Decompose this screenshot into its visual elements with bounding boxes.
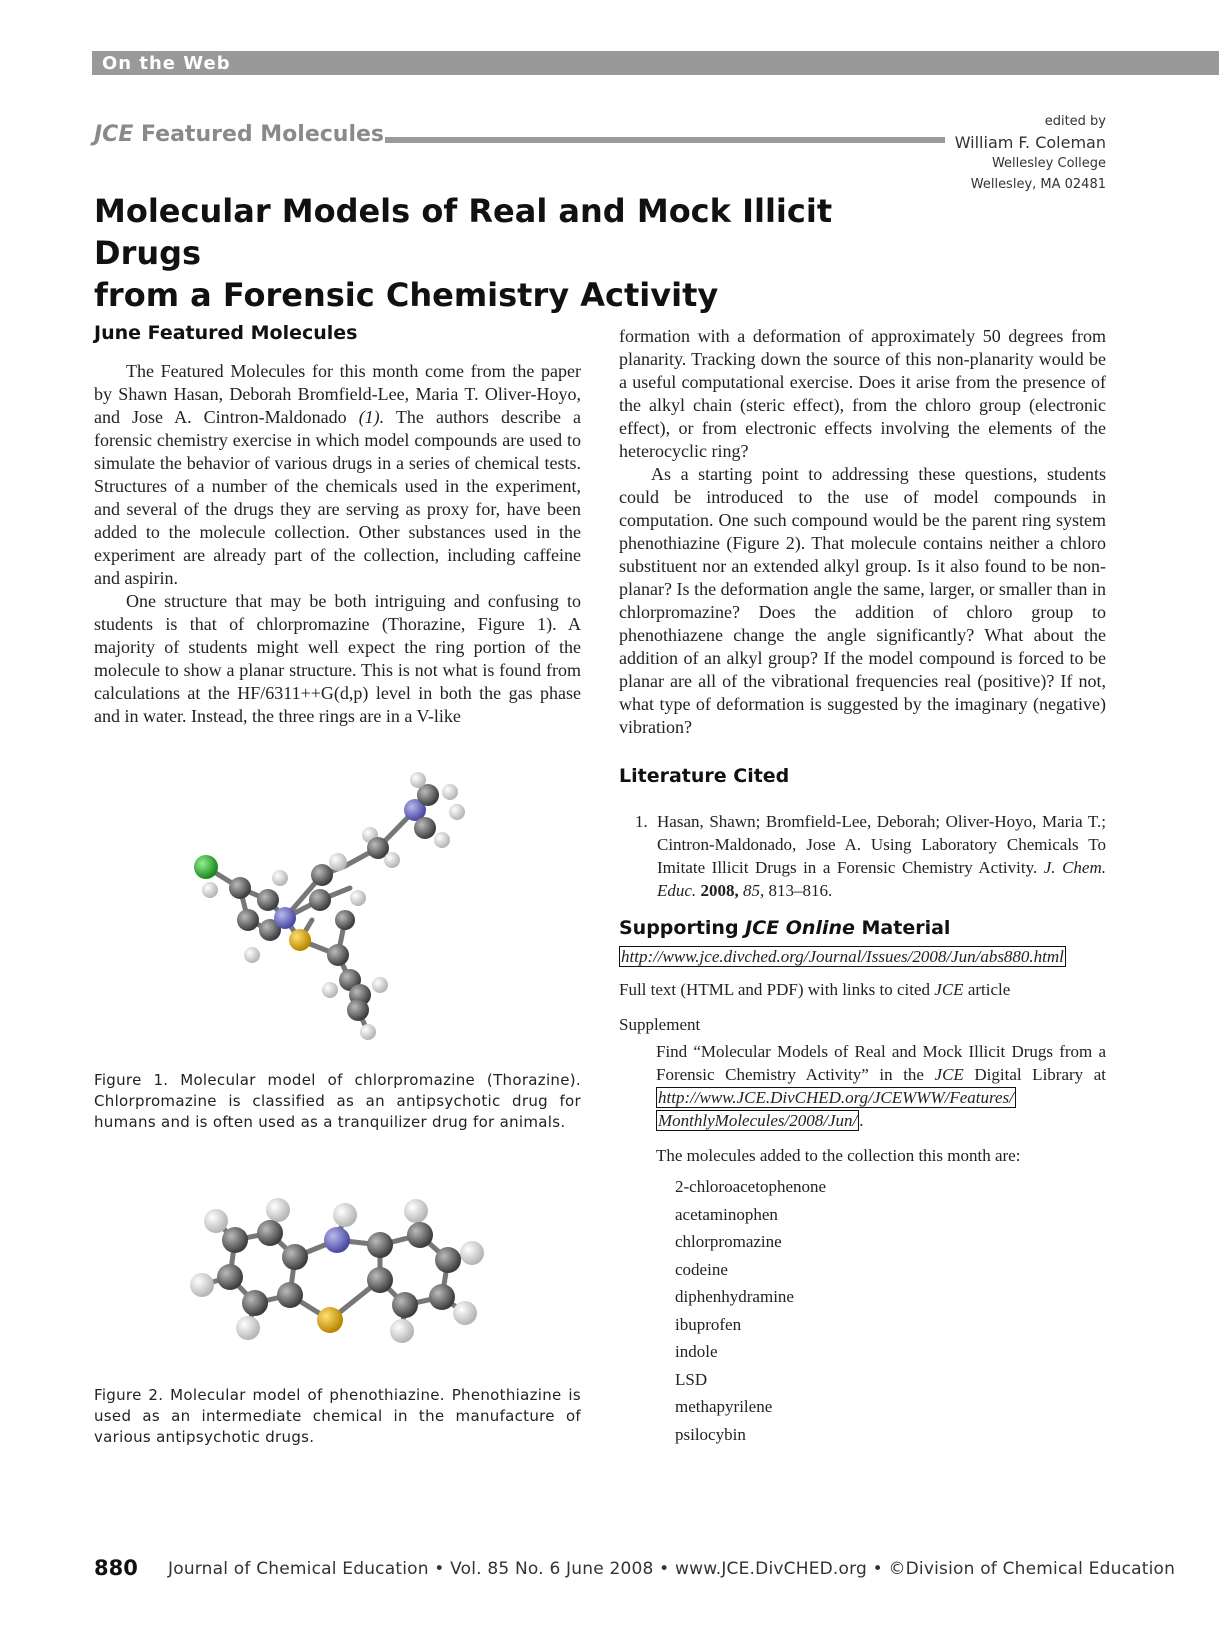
supplement-find	[656, 1040, 1106, 1132]
fulltext-a: Full text (HTML and PDF) with links to cited	[619, 980, 935, 999]
figure-2-molecule	[180, 1185, 510, 1365]
list-item: diphenhydramine	[675, 1287, 794, 1306]
reference-1	[657, 810, 1106, 902]
reference-year: 2008,	[696, 881, 739, 900]
paragraph-chlorpromazine: One structure that may be both intriguing and confusing to students is that of chlorpromazine (Thorazine, Figure 1). A majority of students might well expect the ring portion of the molecule to show a planar structure. This is not what is found from calculations at the HF/6311++G(d,p) level in both the gas phase and in water. Instead, the three rings are in a V-like	[94, 591, 581, 726]
supporting-heading-a: Supporting	[619, 917, 746, 939]
list-item: acetaminophen	[675, 1204, 778, 1224]
list-item: chlorpromazine	[675, 1232, 782, 1251]
journal-info: Journal of Chemical Education • Vol. 85 No. 6 June 2008 • www.JCE.DivCHED.org • ©Division of Chemical Education	[168, 1559, 1176, 1579]
intro-text-a: The Featured Molecules for this month come from the paper by Shawn Hasan, Deborah Bromfield-Lee, Maria T. Oliver-Hoyo, and Jose A. Cintron-Maldonado	[94, 361, 581, 427]
paragraph-intro	[94, 360, 581, 590]
reference-volume: 85,	[738, 881, 765, 900]
fulltext-b: article	[963, 980, 1011, 999]
abstract-link[interactable]: http://www.jce.divched.org/Journal/Issues/2008/Jun/abs880.html	[621, 947, 1064, 966]
fulltext-italic: JCE	[934, 980, 964, 999]
section-heading-june: June Featured Molecules	[94, 322, 358, 344]
figure-2-caption: Figure 2. Molecular model of phenothiazine. Phenothiazine is used as an intermediate chemical in the manufacture of various antipsychotic drugs.	[94, 1386, 581, 1446]
literature-heading: Literature Cited	[619, 765, 790, 787]
digital-library-link-a[interactable]: http://www.JCE.DivCHED.org/JCEWWW/Features/	[658, 1088, 1014, 1107]
column-heading-rest: Featured Molecules	[133, 122, 385, 147]
column-heading-italic: JCE	[94, 122, 134, 147]
intro-text-b: The authors describe a forensic chemistry exercise in which model compounds are used to simulate the behavior of various drugs in a series of chemical tests. Structures of a number of the chemicals used in the experiment, and several of the drugs they are serving as proxy for, have been added to the molecule collection. Other substances used in the experiment are already part of the collection, including caffeine and aspirin.	[94, 407, 581, 588]
list-item: LSD	[675, 1369, 708, 1389]
list-item: 2-chloroacetophenone	[675, 1177, 827, 1196]
paragraph-questions: As a starting point to addressing these questions, students could be introduced to the use of model compounds in computation. One such compound would be the parent ring system phenothiazine (Figure 2). That molecule contains neither a chloro substituent nor an extended alkyl group. Is it also found to be non-planar? Is the deformation angle the same, larger, or smaller than in chlorpromazine? Does the addition of chloro group to phenothiazene change the angle significantly? What about the addition of an alkyl group? If the model compound is forced to be planar are all of the vibrational frequencies real (positive)? If not, what type of deformation is suggested by the imaginary (negative) vibration?	[619, 464, 1106, 737]
supporting-heading-italic: JCE Online	[745, 917, 855, 939]
supporting-heading-b: Material	[854, 917, 951, 939]
editor-name: William F. Coleman	[954, 133, 1106, 152]
banner-label: On the Web	[102, 53, 231, 74]
list-item: psilocybin	[675, 1424, 746, 1444]
molecule-list	[675, 1173, 826, 1448]
figure-1-caption: Figure 1. Molecular model of chlorpromazine (Thorazine). Chlorpromazine is classified as an antipsychotic drug for humans and is often used as a tranquilizer drug for animals.	[94, 1071, 581, 1131]
digital-library-link-b[interactable]: MonthlyMolecules/2008/Jun/	[658, 1111, 858, 1130]
find-text-b: Digital Library at	[963, 1065, 1106, 1084]
citation-ref[interactable]: (1).	[358, 407, 385, 427]
reference-journal: J. Chem. Educ.	[657, 858, 1106, 900]
supporting-url-line	[619, 945, 1066, 968]
find-italic: JCE	[934, 1065, 964, 1084]
reference-list	[619, 810, 1106, 902]
find-end: .	[859, 1111, 864, 1130]
column-heading	[94, 122, 384, 147]
list-item: ibuprofen	[675, 1314, 742, 1334]
supplement-label: Supplement	[619, 1015, 701, 1034]
editor-address: Wellesley, MA 02481	[970, 177, 1106, 192]
molecules-intro: The molecules added to the collection this month are:	[656, 1146, 1021, 1165]
fulltext-line	[619, 978, 1010, 1001]
paragraph-deformation: formation with a deformation of approximately 50 degrees from planarity. Tracking down the source of this non-planarity would be a useful computational exercise. Does it arise from the presence of the alkyl chain (steric effect), from the chloro group (electronic effect), or from electronic effects involving the elements of the heterocyclic ring?	[619, 326, 1106, 461]
list-item: codeine	[675, 1259, 728, 1279]
heading-rule	[385, 137, 945, 143]
find-text-a: Find “Molecular Models of Real and Mock Illicit Drugs from a Forensic Chemistry Activity” in the	[656, 1042, 1106, 1084]
reference-number: 1.	[635, 812, 648, 831]
title-line-1: Molecular Models of Real and Mock Illicit Drugs	[94, 192, 833, 272]
list-item: methapyrilene	[675, 1397, 773, 1416]
supporting-heading	[619, 917, 950, 939]
title-line-2: from a Forensic Chemistry Activity	[94, 276, 719, 314]
reference-text: Hasan, Shawn; Bromfield-Lee, Deborah; Oliver-Hoyo, Maria T.; Cintron-Maldonado, Jose A. Using Laboratory Chemicals To Imitate Illicit Drugs in a Forensic Chemistry Activity.	[657, 812, 1106, 877]
editor-line: edited by	[1044, 114, 1106, 129]
list-item: indole	[675, 1342, 718, 1361]
editor-block	[955, 111, 1106, 195]
editor-affiliation: Wellesley College	[991, 156, 1106, 171]
right-column	[619, 325, 1106, 739]
reference-pages: 813–816.	[764, 881, 833, 900]
page-number: 880	[94, 1556, 138, 1580]
section-banner	[92, 51, 1219, 75]
figure-1-molecule	[180, 770, 510, 1050]
left-column	[94, 322, 581, 728]
article-title	[94, 190, 914, 316]
